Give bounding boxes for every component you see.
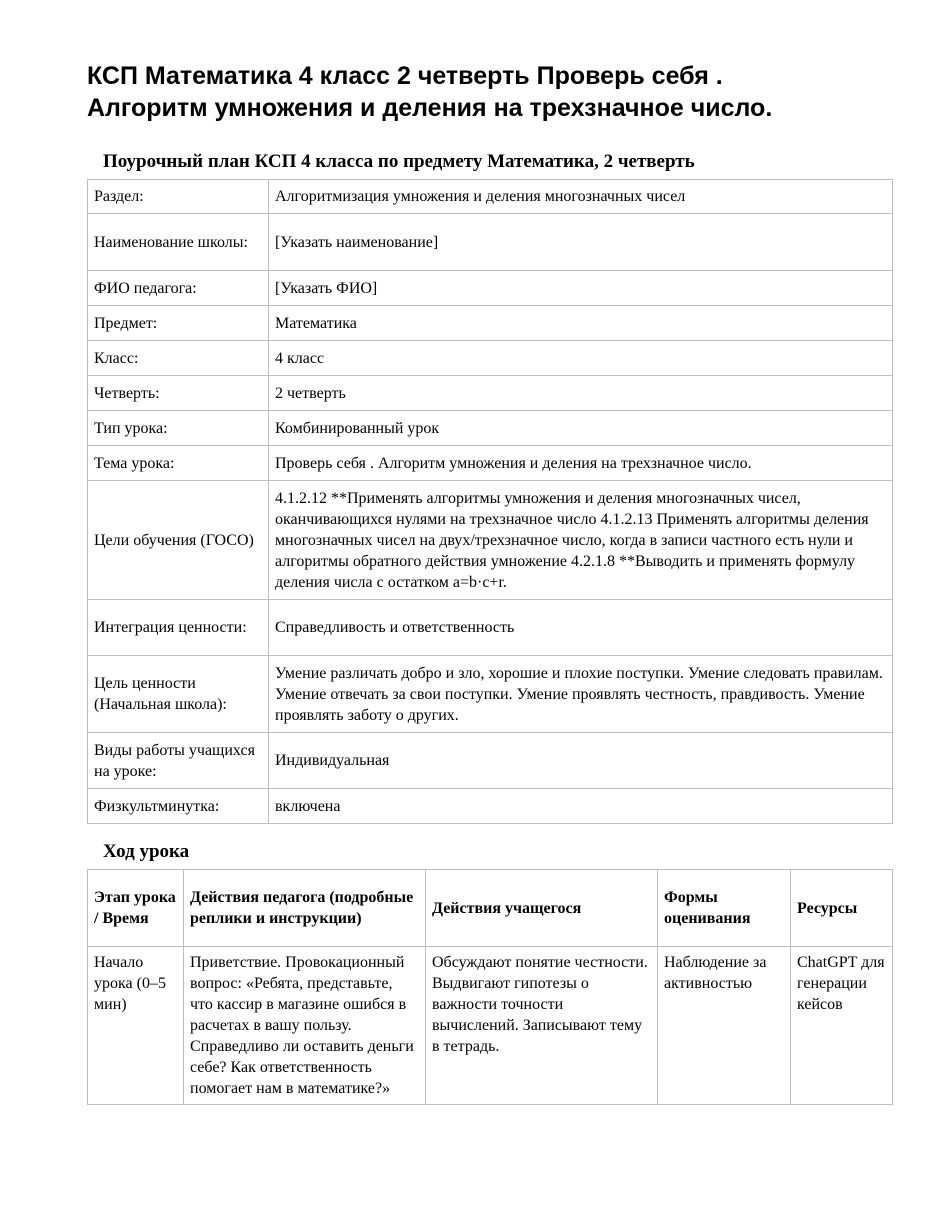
info-key: Тип урока:: [88, 411, 269, 446]
info-key: Наименование школы:: [88, 214, 269, 271]
document-title: [87, 60, 893, 124]
info-key: Предмет:: [88, 306, 269, 341]
table-row: [88, 271, 893, 306]
info-value: [Указать ФИО]: [269, 271, 893, 306]
step-assessment-forms: Наблюдение за активностью: [658, 947, 791, 1105]
info-value: [Указать наименование]: [269, 214, 893, 271]
document-title-line-2: Алгоритм умножения и деления на трехзначное число.: [87, 94, 773, 122]
plan-heading: Поурочный план КСП 4 класса по предмету Математика, 2 четверть: [103, 151, 695, 172]
info-value: Математика: [269, 306, 893, 341]
step-resources: ChatGPT для генерации кейсов: [791, 947, 893, 1105]
document-title-line-1: КСП Математика 4 класс 2 четверть Проверь себя .: [87, 62, 723, 90]
lesson-steps-table: [87, 869, 893, 1105]
table-row: [88, 481, 893, 600]
table-row: [88, 656, 893, 733]
info-key: Тема урока:: [88, 446, 269, 481]
table-header-row: [88, 870, 893, 947]
table-row: [88, 789, 893, 824]
info-value: включена: [269, 789, 893, 824]
info-key: Виды работы учащихся на уроке:: [88, 733, 269, 789]
info-value: 4.1.2.12 **Применять алгоритмы умножения и деления многозначных чисел, оканчивающихся нулями на трехзначное число 4.1.2.13 Применять алгоритмы деления многозначных чисел на двух/трехзначное число, когда в записи частного есть нули и алгоритмы обратного действия умножение 4.2.1.8 **Выводить и применять формулу деления числа с остатком a=b·c+r.: [269, 481, 893, 600]
table-row: [88, 600, 893, 656]
table-row: [88, 180, 893, 214]
table-row: [88, 411, 893, 446]
info-key: Цели обучения (ГОСО): [88, 481, 269, 600]
table-row: [88, 446, 893, 481]
info-value: Индивидуальная: [269, 733, 893, 789]
info-value: 2 четверть: [269, 376, 893, 411]
step-student-actions: Обсуждают понятие честности. Выдвигают гипотезы о важности точности вычислений. Записывают тему в тетрадь.: [426, 947, 658, 1105]
table-row: [88, 947, 893, 1105]
info-key: ФИО педагога:: [88, 271, 269, 306]
column-header-forms: Формы оценивания: [658, 870, 791, 947]
info-key: Цель ценности (Начальная школа):: [88, 656, 269, 733]
info-value: Умение различать добро и зло, хорошие и плохие поступки. Умение следовать правилам. Умение отвечать за свои поступки. Умение проявлять честность, правдивость. Умение проявлять заботу о других.: [269, 656, 893, 733]
info-value: Справедливость и ответственность: [269, 600, 893, 656]
step-stage: Начало урока (0–5 мин): [88, 947, 184, 1105]
table-row: [88, 733, 893, 789]
column-header-teacher: Действия педагога (подробные реплики и инструкции): [184, 870, 426, 947]
info-key: Физкультминутка:: [88, 789, 269, 824]
info-key: Интеграция ценности:: [88, 600, 269, 656]
info-value: 4 класс: [269, 341, 893, 376]
document-page: [87, 0, 893, 1105]
table-row: [88, 341, 893, 376]
table-row: [88, 214, 893, 271]
info-value: Комбинированный урок: [269, 411, 893, 446]
column-header-resources: Ресурсы: [791, 870, 893, 947]
step-teacher-actions: Приветствие. Провокационный вопрос: «Ребята, представьте, что кассир в магазине ошибся в расчетах в вашу пользу. Справедливо ли оставить деньги себе? Как ответственность помогает нам в математике?»: [184, 947, 426, 1105]
info-key: Четверть:: [88, 376, 269, 411]
table-row: [88, 306, 893, 341]
info-key: Раздел:: [88, 180, 269, 214]
column-header-student: Действия учащегося: [426, 870, 658, 947]
info-key: Класс:: [88, 341, 269, 376]
info-value: Проверь себя . Алгоритм умножения и деления на трехзначное число.: [269, 446, 893, 481]
info-value: Алгоритмизация умножения и деления многозначных чисел: [269, 180, 893, 214]
lesson-info-table: [87, 179, 893, 824]
column-header-stage: Этап урока / Время: [88, 870, 184, 947]
lesson-heading: Ход урока: [103, 841, 190, 862]
table-row: [88, 376, 893, 411]
